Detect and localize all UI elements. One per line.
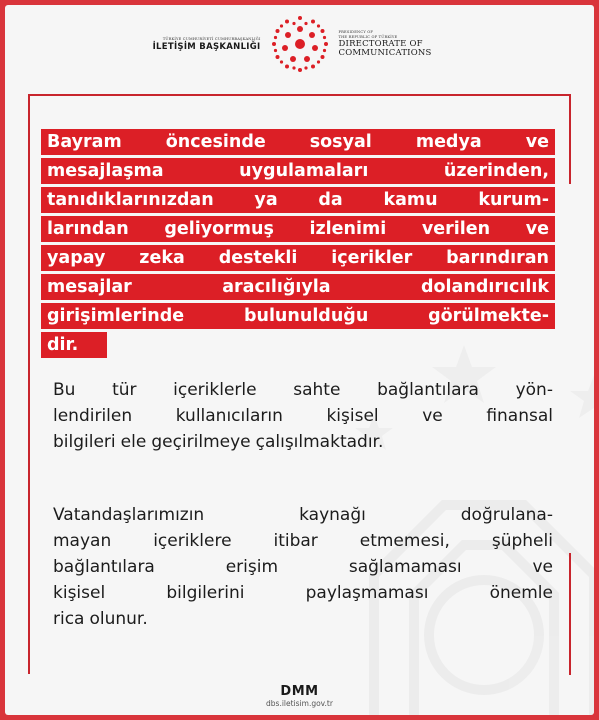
org-title-english-1: DIRECTORATE OF	[338, 39, 423, 49]
frame-top-line	[28, 94, 571, 96]
presidential-emblem-icon	[269, 13, 331, 75]
frame-left-line	[28, 94, 30, 674]
org-subtitle-english-1: PRESIDENCY OF	[338, 30, 374, 34]
highlight-line: mesajlaşma uygulamaları üzerinden,	[41, 158, 561, 184]
paragraph-1	[53, 377, 553, 455]
paragraph-line: Vatandaşlarımızın kaynağı doğrulana-	[53, 505, 553, 525]
org-title-turkish: İLETİŞİM BAŞKANLIĞI	[152, 41, 261, 52]
paragraph-line: kişisel bilgilerini paylaşmaması önemle	[53, 583, 553, 603]
org-subtitle-turkish: TÜRKİYE CUMHURİYETİ CUMHURBAŞKANLIĞI	[162, 36, 261, 41]
paragraph-line: rica olunur.	[53, 609, 148, 629]
paragraph-line: lendirilen kullanıcıların kişisel ve finansal	[53, 406, 553, 426]
highlight-line: yapay zeka destekli içerikler barındıran	[41, 245, 561, 271]
paragraph-line: bilgileri ele geçirilmeye çalışılmaktadır.	[53, 432, 384, 452]
footer-url: dbs.iletisim.gov.tr	[266, 699, 333, 708]
header	[5, 5, 594, 83]
highlight-line: dir.	[41, 332, 561, 358]
org-name-turkish	[111, 37, 261, 52]
org-title-english-2: COMMUNICATIONS	[338, 48, 432, 58]
org-subtitle-english-2: THE REPUBLIC OF TÜRKİYE	[338, 35, 398, 39]
frame-right-line-bottom	[569, 553, 571, 675]
highlight-line: Bayram öncesinde sosyal medya ve	[41, 129, 561, 155]
paragraph-line: bağlantılara erişim sağlamaması ve	[53, 557, 553, 577]
frame-right-line-top	[569, 94, 571, 184]
paragraph-line: Bu tür içeriklerle sahte bağlantılara yön-	[53, 380, 553, 400]
footer	[5, 685, 594, 709]
paragraph-2	[53, 502, 553, 632]
paragraph-line: mayan içeriklere itibar etmemesi, şüpheli	[53, 531, 553, 551]
highlight-line: tanıdıklarınızdan ya da kamu kurum-	[41, 187, 561, 213]
highlight-line: mesajlar aracılığıyla dolandırıcılık	[41, 274, 561, 300]
highlight-line: larından geliyormuş izlenimi verilen ve	[41, 216, 561, 242]
highlighted-warning-text	[41, 129, 561, 361]
dmm-logo: DMM	[280, 684, 319, 699]
highlight-line: girişimlerinde bulunulduğu görülmekte-	[41, 303, 561, 329]
document-card	[5, 5, 594, 715]
org-name-english	[339, 30, 489, 58]
